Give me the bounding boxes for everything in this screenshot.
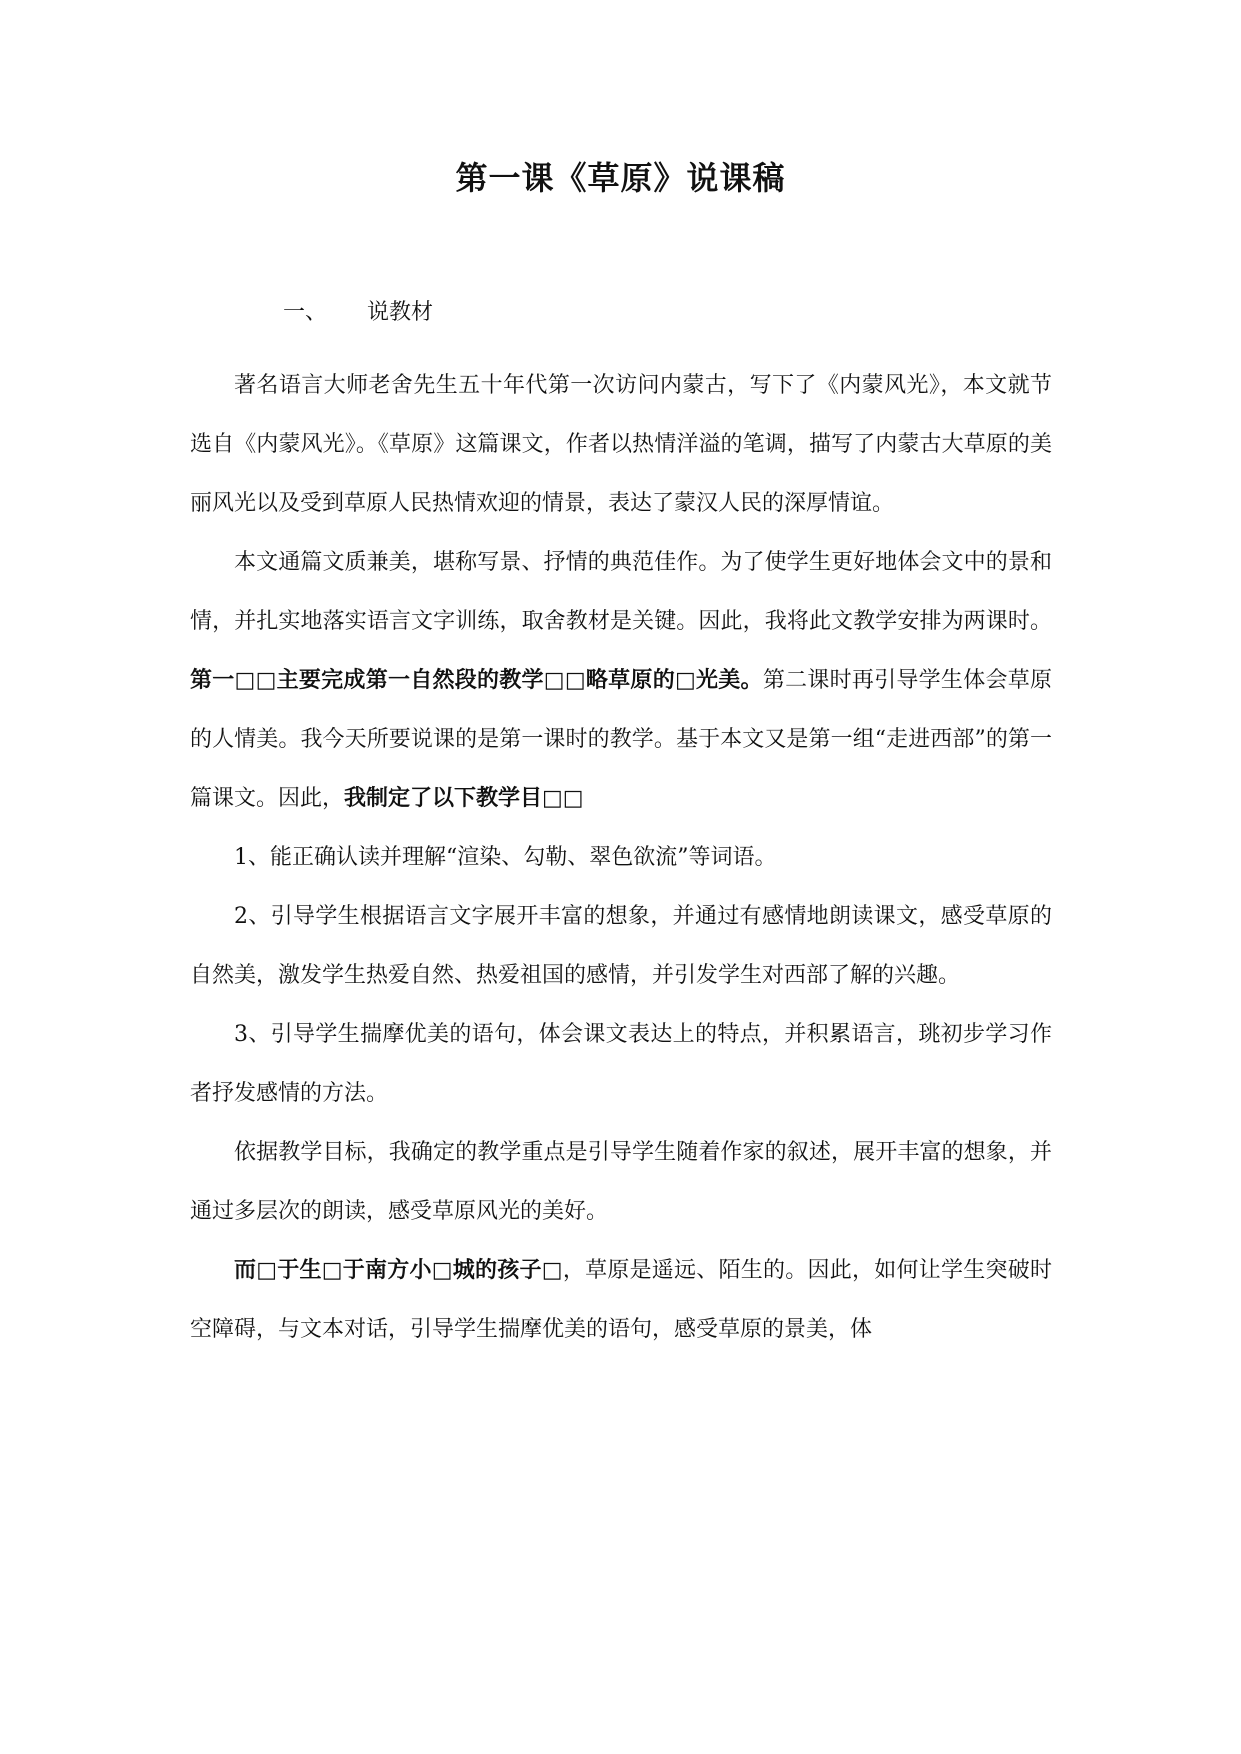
goal-item-3: 3、引导学生揣摩优美的语句，体会课文表达上的特点，并积累语言，珧初步学习作者抒发感情的方法。: [190, 1022, 1052, 1106]
goal-item-1: 1、能正确认读并理解“渲染、勾勒、翠色欲流”等词语。: [234, 845, 777, 870]
paragraph-text: ，草原是遥远、陌生的。因此，如何让学生突破时空障碍，与文本对话，引导学生揣摩优美的语句，感受草原的景美，体: [190, 1258, 1052, 1342]
section-heading: [283, 296, 433, 330]
paragraph-key-points: 依据教学目标，我确定的教学重点是引导学生随着作家的叙述，展开丰富的想象，并通过多层次的朗读，感受草原风光的美好。: [190, 1140, 1052, 1224]
bold-text: 而□于生□于南方小□城的孩子□: [234, 1258, 563, 1283]
paragraph-difficulty: [190, 1241, 1052, 1359]
paragraph-text: 本文通篇文质兼美，堪称写景、抒情的典范佳作。为了使学生更好地体会文中的景和情，并扎实地落实语言文字训练，取舍教材是关键。因此，我将此文教学安排为两课时。: [190, 550, 1052, 634]
document-title: 第一课《草原》说课稿: [455, 159, 786, 197]
goal-item-2: 2、引导学生根据语言文字展开丰富的想象，并通过有感情地朗读课文，感受草原的自然美，激发学生热爱自然、热爱祖国的感情，并引发学生对西部了解的兴趣。: [190, 904, 1052, 988]
bold-text: 我制定了以下教学目□□: [344, 786, 584, 811]
bold-text: 第一□□主要完成第一自然段的教学□□略草原的□光美。: [190, 668, 763, 693]
section-label: 说教材: [367, 300, 434, 325]
section-number: 一、: [283, 300, 328, 325]
paragraph-text: 第二课时再引导学生体会草原的人情美。我今天所要说课的是第一课时的教学。基于本文又是第一组“走进西部”的第一篇课文。因此，: [190, 668, 1052, 811]
document-body: [190, 356, 1052, 1359]
paragraph-intro: 著名语言大师老舍先生五十年代第一次访问内蒙古，写下了《内蒙风光》，本文就节选自《内蒙风光》。《草原》这篇课文，作者以热情洋溢的笔调，描写了内蒙古大草原的美丽风光以及受到草原人民热情欢迎的情景，表达了蒙汉人民的深厚情谊。: [190, 373, 1052, 516]
paragraph-teaching-plan: [190, 533, 1052, 828]
